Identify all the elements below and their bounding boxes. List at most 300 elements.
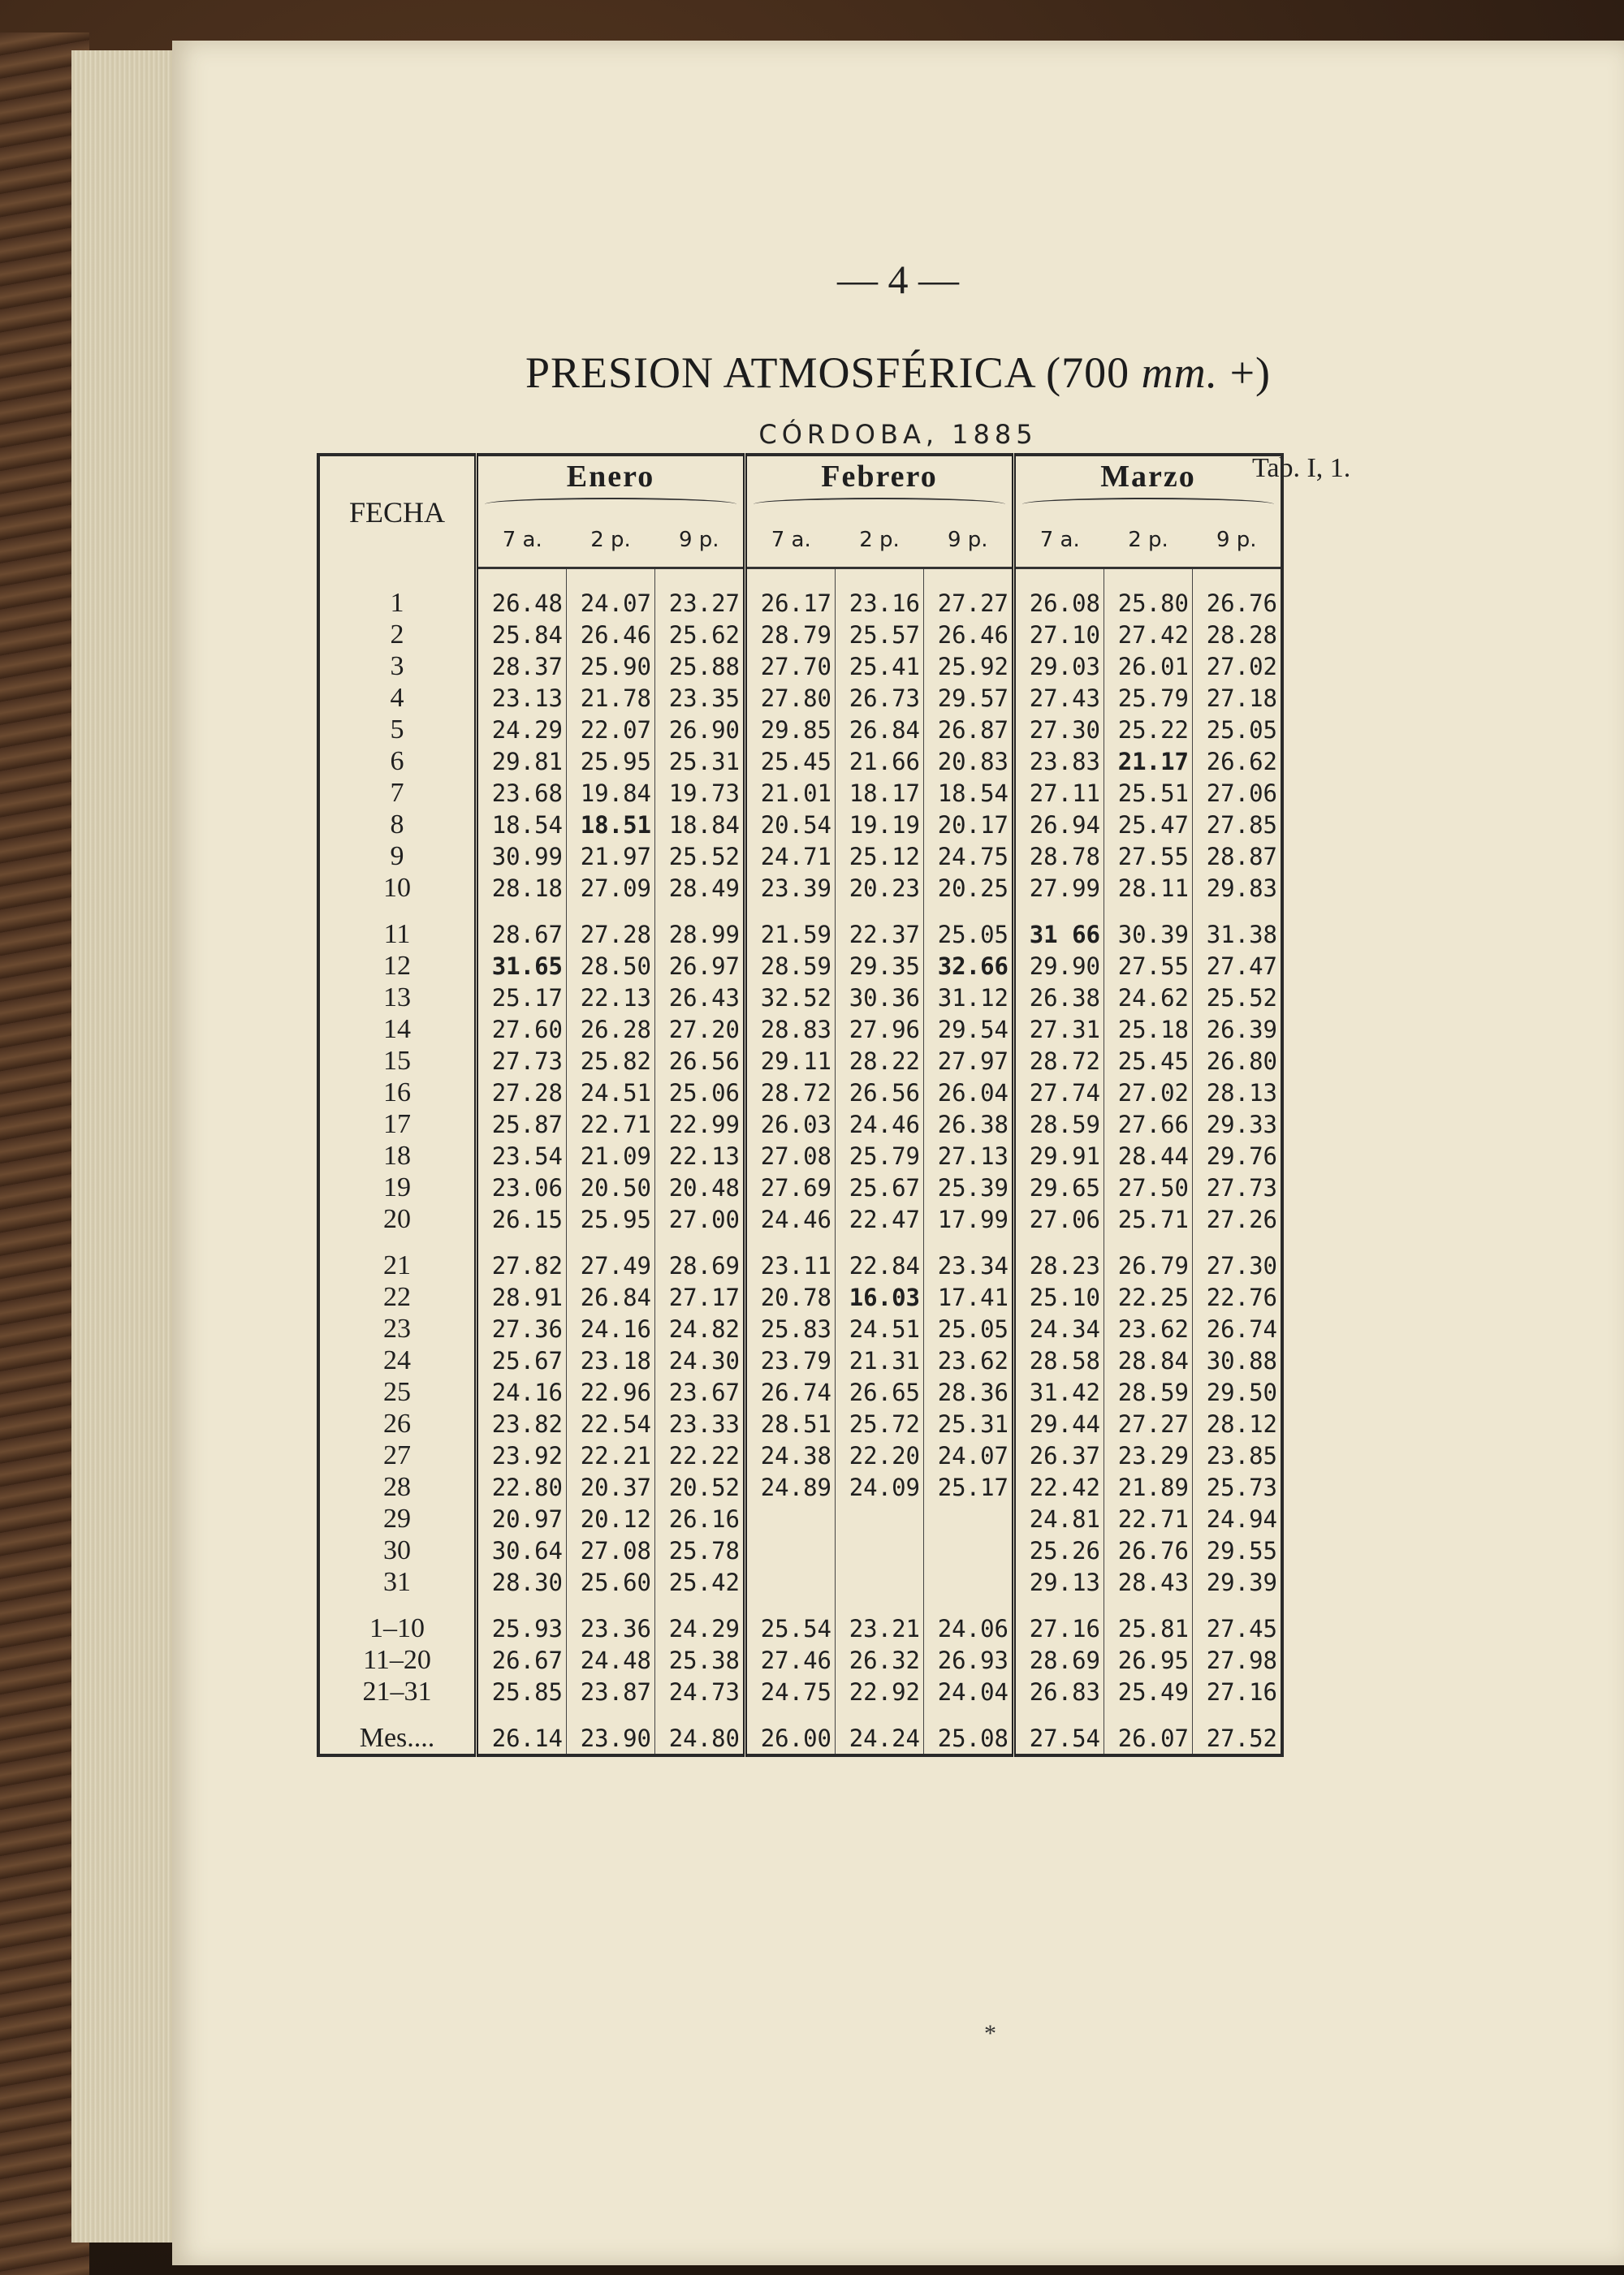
hour-header: 2 p. — [836, 513, 924, 568]
table-row — [318, 1722, 1282, 1755]
table-row — [318, 619, 1282, 650]
pressure-value: 25.45 — [1104, 1045, 1193, 1077]
pressure-value: 29.44 — [1014, 1408, 1104, 1440]
pressure-value: 23.27 — [655, 587, 745, 619]
pressure-value: 27.13 — [924, 1140, 1014, 1172]
pressure-value: 26.28 — [567, 1013, 655, 1045]
fecha-cell: 20 — [318, 1203, 477, 1235]
table-row — [318, 745, 1282, 777]
pressure-value: 24.46 — [745, 1203, 836, 1235]
fecha-cell: 19 — [318, 1172, 477, 1203]
pressure-value: 18.54 — [924, 777, 1014, 809]
pressure-value: 22.99 — [655, 1108, 745, 1140]
pressure-value — [836, 1535, 924, 1566]
fecha-cell: 7 — [318, 777, 477, 809]
pressure-value: 27.26 — [1193, 1203, 1283, 1235]
pressure-value: 23.90 — [567, 1722, 655, 1755]
pressure-value: 25.38 — [655, 1644, 745, 1676]
fecha-cell: 9 — [318, 840, 477, 872]
pressure-value: 18.51 — [567, 809, 655, 840]
pressure-value: 25.54 — [745, 1612, 836, 1644]
hour-header: 9 p. — [1193, 513, 1283, 568]
pressure-value: 23.13 — [477, 682, 567, 714]
pressure-value: 27.27 — [924, 587, 1014, 619]
pressure-value: 23.85 — [1193, 1440, 1283, 1471]
table-row — [318, 982, 1282, 1013]
pressure-value: 30.99 — [477, 840, 567, 872]
pressure-value — [924, 1535, 1014, 1566]
fecha-cell: 31 — [318, 1566, 477, 1598]
pressure-value: 25.49 — [1104, 1676, 1193, 1707]
pressure-value: 28.12 — [1193, 1408, 1283, 1440]
pressure-value: 29.85 — [745, 714, 836, 745]
pressure-value: 28.91 — [477, 1281, 567, 1313]
table-row — [318, 1471, 1282, 1503]
pressure-value: 20.83 — [924, 745, 1014, 777]
table-row — [318, 1566, 1282, 1598]
pressure-value: 23.62 — [1104, 1313, 1193, 1345]
pressure-value: 24.81 — [1014, 1503, 1104, 1535]
fecha-cell: 24 — [318, 1345, 477, 1376]
pressure-value: 24.16 — [477, 1376, 567, 1408]
pressure-value: 20.12 — [567, 1503, 655, 1535]
pressure-value: 28.72 — [1014, 1045, 1104, 1077]
pressure-value: 25.67 — [836, 1172, 924, 1203]
table-row — [318, 809, 1282, 840]
month-header-febrero: Febrero — [745, 455, 1014, 513]
pressure-value: 30.88 — [1193, 1345, 1283, 1376]
pressure-value — [924, 1566, 1014, 1598]
pressure-value: 25.90 — [567, 650, 655, 682]
table-row — [318, 1140, 1282, 1172]
hour-header: 9 p. — [924, 513, 1014, 568]
table-row — [318, 918, 1282, 950]
pressure-value: 25.17 — [477, 982, 567, 1013]
fecha-cell: 29 — [318, 1503, 477, 1535]
fecha-cell: Mes.... — [318, 1722, 477, 1755]
pressure-value: 26.97 — [655, 950, 745, 982]
table-row — [318, 1313, 1282, 1345]
pressure-value: 28.99 — [655, 918, 745, 950]
fecha-cell: 27 — [318, 1440, 477, 1471]
pressure-value: 27.30 — [1193, 1250, 1283, 1281]
pressure-value: 28.83 — [745, 1013, 836, 1045]
pressure-value: 16.03 — [836, 1281, 924, 1313]
table-row — [318, 1108, 1282, 1140]
pressure-value: 24.89 — [745, 1471, 836, 1503]
pressure-value: 26.93 — [924, 1644, 1014, 1676]
pressure-value: 27.43 — [1014, 682, 1104, 714]
pressure-value: 24.73 — [655, 1676, 745, 1707]
pressure-value: 28.23 — [1014, 1250, 1104, 1281]
pressure-value: 27.52 — [1193, 1722, 1283, 1755]
pressure-value: 21.89 — [1104, 1471, 1193, 1503]
pressure-value: 24.34 — [1014, 1313, 1104, 1345]
pressure-value: 21.78 — [567, 682, 655, 714]
pressure-value: 25.06 — [655, 1077, 745, 1108]
pressure-value: 26.43 — [655, 982, 745, 1013]
pressure-value: 26.39 — [1193, 1013, 1283, 1045]
pressure-value: 20.25 — [924, 872, 1014, 904]
pressure-value: 27.98 — [1193, 1644, 1283, 1676]
pressure-value: 25.88 — [655, 650, 745, 682]
pressure-value: 26.65 — [836, 1376, 924, 1408]
hour-header: 7 a. — [1014, 513, 1104, 568]
pressure-value: 17.99 — [924, 1203, 1014, 1235]
pressure-value: 25.17 — [924, 1471, 1014, 1503]
pressure-value: 28.18 — [477, 872, 567, 904]
pressure-value: 28.11 — [1104, 872, 1193, 904]
pressure-value: 27.46 — [745, 1644, 836, 1676]
pressure-value: 17.41 — [924, 1281, 1014, 1313]
fecha-cell: 28 — [318, 1471, 477, 1503]
pressure-value: 22.13 — [567, 982, 655, 1013]
pressure-value: 23.68 — [477, 777, 567, 809]
pressure-value: 27.16 — [1014, 1612, 1104, 1644]
pressure-value: 30.36 — [836, 982, 924, 1013]
table-row — [318, 1535, 1282, 1566]
pressure-table — [317, 453, 1284, 1757]
pressure-value: 20.97 — [477, 1503, 567, 1535]
pressure-value: 30.39 — [1104, 918, 1193, 950]
pressure-value: 29.54 — [924, 1013, 1014, 1045]
pressure-value: 25.05 — [924, 1313, 1014, 1345]
pressure-value: 27.28 — [567, 918, 655, 950]
pressure-value: 27.08 — [745, 1140, 836, 1172]
pressure-value: 24.04 — [924, 1676, 1014, 1707]
pressure-value: 28.67 — [477, 918, 567, 950]
pressure-value: 26.79 — [1104, 1250, 1193, 1281]
pressure-value: 24.30 — [655, 1345, 745, 1376]
pressure-value: 22.13 — [655, 1140, 745, 1172]
pressure-value: 25.79 — [1104, 682, 1193, 714]
pressure-value: 24.51 — [567, 1077, 655, 1108]
pressure-value: 27.36 — [477, 1313, 567, 1345]
pressure-value: 26.46 — [924, 619, 1014, 650]
pressure-value: 18.54 — [477, 809, 567, 840]
pressure-value: 25.82 — [567, 1045, 655, 1077]
pressure-value: 26.80 — [1193, 1045, 1283, 1077]
table-row — [318, 1644, 1282, 1676]
pressure-value: 25.12 — [836, 840, 924, 872]
pressure-value: 26.56 — [655, 1045, 745, 1077]
pressure-value: 26.03 — [745, 1108, 836, 1140]
pressure-value: 25.47 — [1104, 809, 1193, 840]
pressure-value: 26.32 — [836, 1644, 924, 1676]
pressure-value: 26.16 — [655, 1503, 745, 1535]
pressure-value: 28.72 — [745, 1077, 836, 1108]
pressure-value: 26.07 — [1104, 1722, 1193, 1755]
pressure-value: 28.22 — [836, 1045, 924, 1077]
pressure-value: 25.05 — [1193, 714, 1283, 745]
pressure-value: 23.16 — [836, 587, 924, 619]
pressure-value: 25.52 — [1193, 982, 1283, 1013]
pressure-value: 24.06 — [924, 1612, 1014, 1644]
pressure-value — [745, 1535, 836, 1566]
pressure-value: 26.84 — [567, 1281, 655, 1313]
pressure-value: 29.76 — [1193, 1140, 1283, 1172]
hour-header: 7 a. — [745, 513, 836, 568]
title-unit: mm. — [1141, 348, 1219, 397]
page-edges — [71, 50, 179, 2243]
pressure-value: 28.28 — [1193, 619, 1283, 650]
pressure-value: 22.71 — [567, 1108, 655, 1140]
fecha-cell: 21–31 — [318, 1676, 477, 1707]
pressure-value: 27.27 — [1104, 1408, 1193, 1440]
pressure-value: 25.52 — [655, 840, 745, 872]
fecha-cell: 22 — [318, 1281, 477, 1313]
pressure-value: 29.57 — [924, 682, 1014, 714]
pressure-value: 21.09 — [567, 1140, 655, 1172]
pressure-value: 28.44 — [1104, 1140, 1193, 1172]
fecha-cell: 6 — [318, 745, 477, 777]
pressure-value: 23.35 — [655, 682, 745, 714]
pressure-value: 28.59 — [1104, 1376, 1193, 1408]
pressure-value: 26.94 — [1014, 809, 1104, 840]
pressure-value: 26.04 — [924, 1077, 1014, 1108]
pressure-value: 29.50 — [1193, 1376, 1283, 1408]
pressure-value: 27.31 — [1014, 1013, 1104, 1045]
fecha-cell: 14 — [318, 1013, 477, 1045]
fecha-cell: 11–20 — [318, 1644, 477, 1676]
pressure-value: 25.93 — [477, 1612, 567, 1644]
pressure-value: 27.54 — [1014, 1722, 1104, 1755]
pressure-value: 24.07 — [567, 587, 655, 619]
pressure-value: 25.83 — [745, 1313, 836, 1345]
pressure-value: 26.38 — [1014, 982, 1104, 1013]
fecha-cell: 5 — [318, 714, 477, 745]
table-row — [318, 1077, 1282, 1108]
pressure-value: 21.01 — [745, 777, 836, 809]
pressure-value: 23.79 — [745, 1345, 836, 1376]
pressure-value: 20.52 — [655, 1471, 745, 1503]
pressure-value: 28.13 — [1193, 1077, 1283, 1108]
pressure-value: 25.79 — [836, 1140, 924, 1172]
pressure-value: 22.76 — [1193, 1281, 1283, 1313]
pressure-value: 27.06 — [1193, 777, 1283, 809]
table-row — [318, 1503, 1282, 1535]
pressure-value: 23.36 — [567, 1612, 655, 1644]
fecha-cell: 4 — [318, 682, 477, 714]
pressure-value: 26.67 — [477, 1644, 567, 1676]
pressure-value: 22.07 — [567, 714, 655, 745]
pressure-value: 20.37 — [567, 1471, 655, 1503]
hour-header: 2 p. — [567, 513, 655, 568]
table-row — [318, 1281, 1282, 1313]
pressure-value: 20.23 — [836, 872, 924, 904]
pressure-value: 28.59 — [1014, 1108, 1104, 1140]
pressure-value: 23.39 — [745, 872, 836, 904]
pressure-value: 26.76 — [1193, 587, 1283, 619]
pressure-value: 25.42 — [655, 1566, 745, 1598]
pressure-value: 24.75 — [745, 1676, 836, 1707]
pressure-value: 26.00 — [745, 1722, 836, 1755]
pressure-value: 24.29 — [477, 714, 567, 745]
pressure-value: 20.54 — [745, 809, 836, 840]
pressure-value: 19.73 — [655, 777, 745, 809]
pressure-value: 26.15 — [477, 1203, 567, 1235]
pressure-value: 20.48 — [655, 1172, 745, 1203]
pressure-value: 27.96 — [836, 1013, 924, 1045]
fecha-cell: 3 — [318, 650, 477, 682]
pressure-value: 22.47 — [836, 1203, 924, 1235]
fecha-cell: 8 — [318, 809, 477, 840]
pressure-value: 25.78 — [655, 1535, 745, 1566]
pressure-value: 18.84 — [655, 809, 745, 840]
pressure-value: 25.57 — [836, 619, 924, 650]
pressure-value: 27.10 — [1014, 619, 1104, 650]
pressure-value: 28.84 — [1104, 1345, 1193, 1376]
pressure-value: 24.48 — [567, 1644, 655, 1676]
fecha-cell: 23 — [318, 1313, 477, 1345]
pressure-value: 27.09 — [567, 872, 655, 904]
pressure-value: 23.21 — [836, 1612, 924, 1644]
pressure-value: 24.24 — [836, 1722, 924, 1755]
pressure-value: 24.16 — [567, 1313, 655, 1345]
fecha-cell: 1 — [318, 587, 477, 619]
table-row — [318, 714, 1282, 745]
pressure-value: 27.73 — [477, 1045, 567, 1077]
hour-header: 2 p. — [1104, 513, 1193, 568]
pressure-value: 28.43 — [1104, 1566, 1193, 1598]
pressure-value: 28.78 — [1014, 840, 1104, 872]
pressure-value: 26.74 — [745, 1376, 836, 1408]
pressure-value: 23.33 — [655, 1408, 745, 1440]
pressure-value: 21.17 — [1104, 745, 1193, 777]
table-row — [318, 777, 1282, 809]
table-row — [318, 840, 1282, 872]
pressure-value: 29.35 — [836, 950, 924, 982]
table-row — [318, 1376, 1282, 1408]
pressure-value: 27.47 — [1193, 950, 1283, 982]
pressure-value: 25.80 — [1104, 587, 1193, 619]
pressure-value: 29.39 — [1193, 1566, 1283, 1598]
fecha-cell: 17 — [318, 1108, 477, 1140]
pressure-value: 18.17 — [836, 777, 924, 809]
month-header-marzo: Marzo — [1014, 455, 1283, 513]
pressure-value: 28.79 — [745, 619, 836, 650]
pressure-value: 31.38 — [1193, 918, 1283, 950]
pressure-value: 25.31 — [655, 745, 745, 777]
pressure-value: 26.74 — [1193, 1313, 1283, 1345]
pressure-value: 27.55 — [1104, 840, 1193, 872]
pressure-value: 23.87 — [567, 1676, 655, 1707]
pressure-value: 23.34 — [924, 1250, 1014, 1281]
pressure-value: 26.37 — [1014, 1440, 1104, 1471]
table-row — [318, 1440, 1282, 1471]
pressure-value: 24.07 — [924, 1440, 1014, 1471]
pressure-value: 29.83 — [1193, 872, 1283, 904]
pressure-value: 25.26 — [1014, 1535, 1104, 1566]
pressure-value: 25.73 — [1193, 1471, 1283, 1503]
pressure-value: 27.73 — [1193, 1172, 1283, 1203]
pressure-value: 26.01 — [1104, 650, 1193, 682]
pressure-value: 24.09 — [836, 1471, 924, 1503]
pressure-value: 22.96 — [567, 1376, 655, 1408]
table-row — [318, 587, 1282, 619]
pressure-value: 29.65 — [1014, 1172, 1104, 1203]
pressure-value: 29.03 — [1014, 650, 1104, 682]
pressure-value: 28.30 — [477, 1566, 567, 1598]
table-row — [318, 1345, 1282, 1376]
page-title — [172, 348, 1624, 398]
pressure-value: 26.87 — [924, 714, 1014, 745]
table-row — [318, 682, 1282, 714]
pressure-value: 25.31 — [924, 1408, 1014, 1440]
pressure-value: 27.99 — [1014, 872, 1104, 904]
pressure-value: 25.87 — [477, 1108, 567, 1140]
pressure-value: 26.83 — [1014, 1676, 1104, 1707]
pressure-value: 24.94 — [1193, 1503, 1283, 1535]
pressure-value: 29.11 — [745, 1045, 836, 1077]
pressure-value: 27.74 — [1014, 1077, 1104, 1108]
pressure-value: 26.84 — [836, 714, 924, 745]
table-row — [318, 950, 1282, 982]
pressure-value: 23.92 — [477, 1440, 567, 1471]
pressure-value: 28.58 — [1014, 1345, 1104, 1376]
month-header-enero: Enero — [477, 455, 745, 513]
pressure-value: 24.82 — [655, 1313, 745, 1345]
pressure-value: 25.60 — [567, 1566, 655, 1598]
pressure-value: 25.95 — [567, 745, 655, 777]
pressure-value: 25.72 — [836, 1408, 924, 1440]
fecha-cell: 18 — [318, 1140, 477, 1172]
pressure-value: 22.54 — [567, 1408, 655, 1440]
pressure-value: 32.66 — [924, 950, 1014, 982]
table-row — [318, 872, 1282, 904]
pressure-value: 22.22 — [655, 1440, 745, 1471]
pressure-value: 27.82 — [477, 1250, 567, 1281]
table-row — [318, 650, 1282, 682]
pressure-value: 28.37 — [477, 650, 567, 682]
pressure-value: 27.06 — [1014, 1203, 1104, 1235]
pressure-value: 25.51 — [1104, 777, 1193, 809]
table-row — [318, 1172, 1282, 1203]
hour-header: 7 a. — [477, 513, 567, 568]
pressure-value: 27.16 — [1193, 1676, 1283, 1707]
pressure-value: 23.06 — [477, 1172, 567, 1203]
pressure-value: 27.42 — [1104, 619, 1193, 650]
pressure-value: 22.92 — [836, 1676, 924, 1707]
pressure-value: 29.13 — [1014, 1566, 1104, 1598]
pressure-value — [836, 1503, 924, 1535]
pressure-value: 25.39 — [924, 1172, 1014, 1203]
pressure-value: 21.97 — [567, 840, 655, 872]
pressure-value: 25.95 — [567, 1203, 655, 1235]
pressure-value: 27.69 — [745, 1172, 836, 1203]
pressure-value: 31.12 — [924, 982, 1014, 1013]
table-row — [318, 1676, 1282, 1707]
pressure-value: 25.45 — [745, 745, 836, 777]
pressure-value: 21.59 — [745, 918, 836, 950]
pressure-value: 26.95 — [1104, 1644, 1193, 1676]
pressure-value: 29.81 — [477, 745, 567, 777]
table-row — [318, 1045, 1282, 1077]
pressure-value: 25.62 — [655, 619, 745, 650]
table-row — [318, 1250, 1282, 1281]
pressure-value: 28.59 — [745, 950, 836, 982]
table-row — [318, 1408, 1282, 1440]
pressure-value: 31.65 — [477, 950, 567, 982]
pressure-value: 20.50 — [567, 1172, 655, 1203]
pressure-value: 27.17 — [655, 1281, 745, 1313]
pressure-value: 25.67 — [477, 1345, 567, 1376]
pressure-value: 24.71 — [745, 840, 836, 872]
pressure-value: 19.19 — [836, 809, 924, 840]
pressure-value: 25.10 — [1014, 1281, 1104, 1313]
table-reference: Tab. I, 1. — [1252, 453, 1351, 483]
pressure-value: 28.36 — [924, 1376, 1014, 1408]
